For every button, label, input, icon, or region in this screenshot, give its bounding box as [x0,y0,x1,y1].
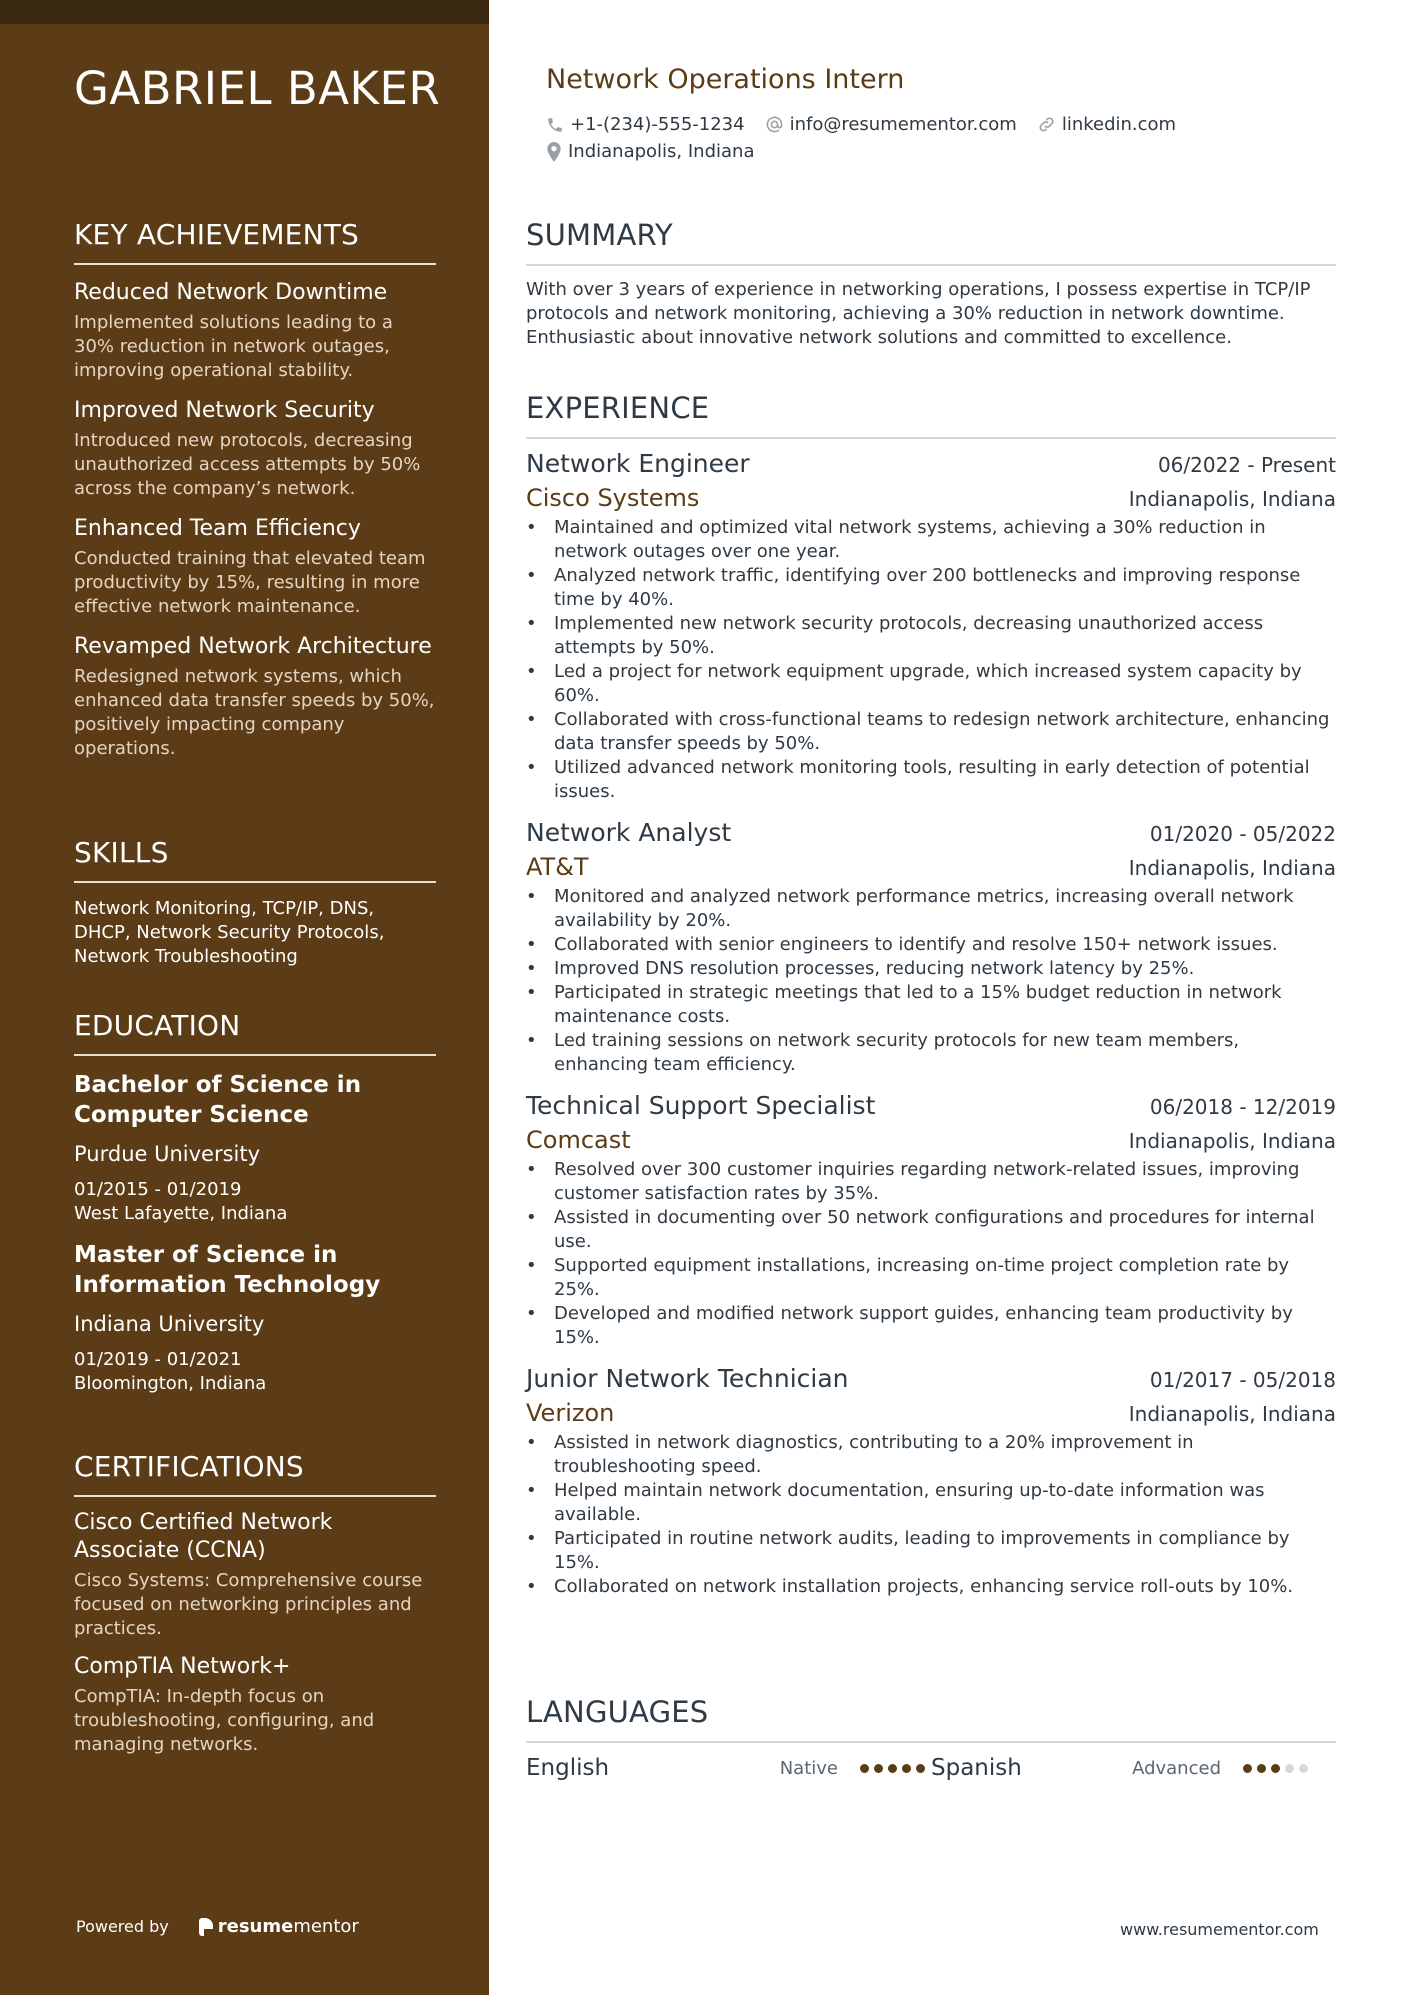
rating-dot-filled [902,1764,911,1773]
contact-phone[interactable] [546,114,745,135]
job-bullets [526,1431,1336,1599]
skills-section [74,836,436,969]
job-bullet: • Led a project for network equipment upgrade, which increased system capacity by 60%. [526,660,1336,708]
link-icon [1037,115,1056,134]
language-item [526,1755,931,1781]
language-rating [1243,1764,1313,1773]
rating-dot-empty [1285,1764,1294,1773]
languages-heading: LANGUAGES [526,1695,1336,1743]
job-bullets [526,885,1336,1077]
job-header [526,449,1336,478]
job-location: Indianapolis, Indiana [1128,487,1336,511]
job-subheader [526,1126,1336,1154]
linkedin-link: linkedin.com [1061,114,1177,135]
certification-title: Cisco Certified Network Associate (CCNA) [74,1510,333,1563]
certification-item [74,1509,436,1641]
at-icon [765,115,784,134]
job-role: Network Engineer [526,449,750,478]
job-company: Verizon [526,1399,615,1427]
job-location: Indianapolis, Indiana [1128,856,1336,880]
rating-dot-filled [1271,1764,1280,1773]
achievements-heading: KEY ACHIEVEMENTS [74,218,436,265]
job-bullet: • Monitored and analyzed network performance metrics, increasing overall network availability by 20%. [526,885,1336,933]
job-header [526,1091,1336,1120]
language-name: Spanish [931,1755,1022,1781]
certification-description: Cisco Systems: Comprehensive course focused on networking principles and practices. [74,1570,423,1639]
job-dates: 01/2017 - 05/2018 [1149,1368,1336,1392]
achievement-title: Improved Network Security [74,398,375,423]
experience-heading: EXPERIENCE [526,391,1336,439]
contact-email[interactable] [765,114,1017,135]
phone-icon [546,116,564,134]
job-bullet: • Developed and modified network support guides, enhancing team productivity by 15%. [526,1302,1336,1350]
powered-by [76,1916,359,1937]
education-school: Purdue University [74,1142,261,1166]
achievement-title: Revamped Network Architecture [74,634,432,659]
certifications-heading: CERTIFICATIONS [74,1450,436,1497]
certification-title: CompTIA Network+ [74,1654,291,1679]
contact-row-location [546,141,775,162]
job-dates: 01/2020 - 05/2022 [1149,822,1336,846]
education-item [74,1240,436,1396]
job-entry [526,449,1336,804]
job-company: AT&T [526,853,589,881]
achievement-title: Reduced Network Downtime [74,280,388,305]
job-location: Indianapolis, Indiana [1128,1402,1336,1426]
language-level: Advanced [1132,1757,1221,1779]
location-pin-icon [546,142,562,162]
achievement-description: Redesigned network systems, which enhanced data transfer speeds by 50%, positively impacting company operations. [74,666,435,759]
job-company: Comcast [526,1126,631,1154]
languages-section [526,1695,1336,1781]
brand-name-bold: resume [217,1916,294,1937]
phone-number: +1-(234)-555-1234 [570,114,745,135]
brand-name-light: mentor [293,1916,359,1937]
skills-heading: SKILLS [74,836,436,883]
rating-dot-filled [916,1764,925,1773]
job-company: Cisco Systems [526,484,700,512]
job-entry [526,1364,1336,1599]
job-bullet: • Collaborated on network installation projects, enhancing service roll-outs by 10%. [526,1575,1336,1599]
job-bullet: • Implemented new network security protocols, decreasing unauthorized access attempts by 50%. [526,612,1336,660]
job-dates: 06/2018 - 12/2019 [1149,1095,1336,1119]
education-degree: Bachelor of Science in Computer Science [74,1072,362,1128]
job-entry [526,1091,1336,1350]
headline-title: Network Operations Intern [546,64,905,95]
experience-section [526,391,1336,1599]
achievements-section [74,218,436,761]
powered-by-label: Powered by [76,1917,169,1936]
education-item [74,1070,436,1226]
candidate-name: GABRIEL BAKER [74,62,441,115]
certifications-section [74,1450,436,1757]
education-school: Indiana University [74,1312,265,1336]
achievement-description: Introduced new protocols, decreasing unauthorized access attempts by 50% across the company’s network. [74,430,421,499]
job-entry [526,818,1336,1077]
job-bullet: • Collaborated with senior engineers to identify and resolve 150+ network issues. [526,933,1336,957]
certification-item [74,1653,436,1757]
job-bullet: • Collaborated with cross-functional teams to redesign network architecture, enhancing data transfer speeds by 50%. [526,708,1336,756]
achievement-item [74,515,436,619]
skills-list: Network Monitoring, TCP/IP, DNS, DHCP, Network Security Protocols, Network Troubleshooting [74,898,385,967]
job-dates: 06/2022 - Present [1157,453,1336,477]
language-name: English [526,1755,610,1781]
achievement-description: Conducted training that elevated team productivity by 15%, resulting in more effective network maintenance. [74,548,426,617]
job-bullet: • Assisted in network diagnostics, contributing to a 20% improvement in troubleshooting speed. [526,1431,1336,1479]
job-role: Technical Support Specialist [526,1091,876,1120]
summary-text: With over 3 years of experience in networking operations, I possess expertise in TCP/IP protocols and network monitoring, achieving a 30% reduction in network downtime. Enthusiastic about innovative network solutions and committed to excellence. [526,279,1311,348]
job-bullet: • Led training sessions on network security protocols for new team members, enhancing team efficiency. [526,1029,1336,1077]
achievement-item [74,633,436,761]
education-dates: 01/2015 - 01/2019 [74,1179,242,1200]
job-bullets [526,1158,1336,1350]
job-bullet: • Assisted in documenting over 50 network configurations and procedures for internal use. [526,1206,1336,1254]
job-header [526,818,1336,847]
job-subheader [526,484,1336,512]
job-location: Indianapolis, Indiana [1128,1129,1336,1153]
job-subheader [526,1399,1336,1427]
language-item [931,1755,1336,1781]
achievement-item [74,279,436,383]
contact-location [546,141,755,162]
achievement-description: Implemented solutions leading to a 30% reduction in network outages, improving operational stability. [74,312,393,381]
job-bullet: • Improved DNS resolution processes, reducing network latency by 25%. [526,957,1336,981]
location-text: Indianapolis, Indiana [568,141,755,162]
education-degree: Master of Science in Information Technology [74,1242,381,1298]
education-section [74,1009,436,1396]
job-bullet: • Participated in strategic meetings that led to a 15% budget reduction in network maintenance costs. [526,981,1336,1029]
rating-dot-filled [1257,1764,1266,1773]
brand-logo-icon [199,1918,213,1936]
job-header [526,1364,1336,1393]
job-bullet: • Analyzed network traffic, identifying over 200 bottlenecks and improving response time by 40%. [526,564,1336,612]
rating-dot-filled [874,1764,883,1773]
language-level: Native [779,1757,838,1779]
rating-dot-filled [1243,1764,1252,1773]
job-bullet: • Supported equipment installations, increasing on-time project completion rate by 25%. [526,1254,1336,1302]
job-bullet: • Resolved over 300 customer inquiries regarding network-related issues, improving customer satisfaction rates by 35%. [526,1158,1336,1206]
email-address: info@resumementor.com [789,114,1017,135]
rating-dot-empty [1299,1764,1308,1773]
education-heading: EDUCATION [74,1009,436,1056]
rating-dot-filled [888,1764,897,1773]
rating-dot-filled [860,1764,869,1773]
education-location: West Lafayette, Indiana [74,1203,288,1224]
sidebar [0,0,489,1995]
job-role: Network Analyst [526,818,732,847]
job-bullet: • Helped maintain network documentation, ensuring up-to-date information was available. [526,1479,1336,1527]
certification-description: CompTIA: In-depth focus on troubleshooting, configuring, and managing networks. [74,1686,375,1755]
job-bullet: • Participated in routine network audits, leading to improvements in compliance by 15%. [526,1527,1336,1575]
contact-linkedin[interactable] [1037,114,1176,135]
achievement-title: Enhanced Team Efficiency [74,516,361,541]
sidebar-top-bar [0,0,489,24]
job-bullets [526,516,1336,804]
job-role: Junior Network Technician [526,1364,849,1393]
contact-row [546,114,1196,135]
languages-row [526,1755,1336,1781]
summary-section [526,218,1336,350]
job-bullet: • Maintained and optimized vital network systems, achieving a 30% reduction in network outages over one year. [526,516,1336,564]
summary-heading: SUMMARY [526,218,1336,266]
job-bullet: • Utilized advanced network monitoring tools, resulting in early detection of potential issues. [526,756,1336,804]
education-location: Bloomington, Indiana [74,1373,267,1394]
footer-url[interactable]: www.resumementor.com [1120,1920,1319,1939]
achievement-item [74,397,436,501]
job-subheader [526,853,1336,881]
education-dates: 01/2019 - 01/2021 [74,1349,242,1370]
language-rating [860,1764,930,1773]
brand-logo[interactable] [199,1916,359,1937]
